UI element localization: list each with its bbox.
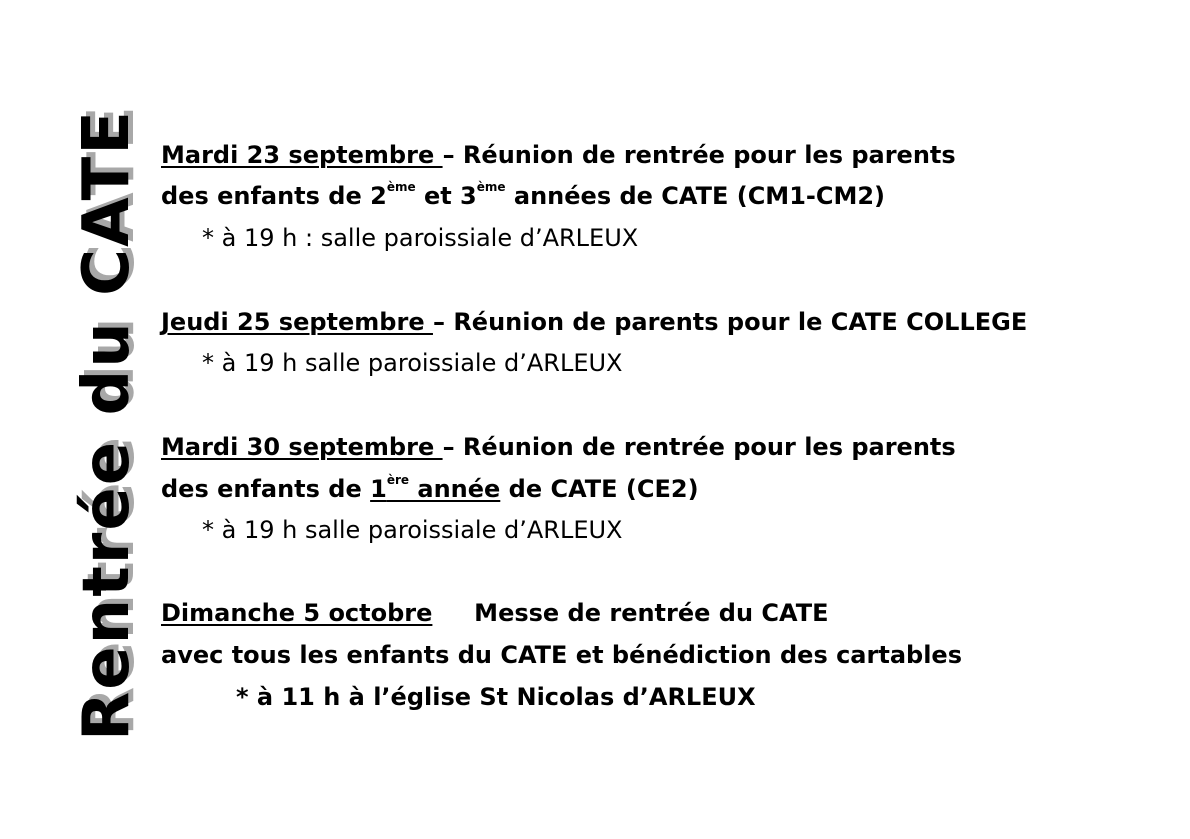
event-4-date: Dimanche 5 octobre bbox=[161, 599, 433, 627]
event-3-line-2-c: de CATE (CE2) bbox=[500, 475, 699, 503]
event-1-date: Mardi 23 septembre bbox=[161, 141, 443, 169]
event-3-line-2 bbox=[161, 474, 699, 504]
event-1-line-1 bbox=[161, 140, 956, 170]
event-1-sup-1: ème bbox=[386, 180, 416, 194]
event-1-heading: – Réunion de rentrée pour les parents bbox=[442, 141, 956, 169]
event-2-detail: * à 19 h salle paroissiale d’ARLEUX bbox=[202, 349, 623, 377]
event-3-annee: année bbox=[409, 475, 501, 503]
event-3-line-1 bbox=[161, 432, 956, 462]
event-4-heading: Messe de rentrée du CATE bbox=[432, 599, 829, 627]
event-4-detail: * à 11 h à l’église St Nicolas d’ARLEUX bbox=[236, 683, 756, 711]
event-1-detail: * à 19 h : salle paroissiale d’ARLEUX bbox=[202, 224, 639, 252]
event-4-line-2: avec tous les enfants du CATE et bénédiction des cartables bbox=[161, 641, 962, 669]
event-3-heading: – Réunion de rentrée pour les parents bbox=[442, 433, 956, 461]
vertical-title: Rentrée du CATE bbox=[70, 108, 144, 742]
event-2-line-1 bbox=[161, 307, 1027, 337]
event-1-sup-2: ème bbox=[476, 180, 506, 194]
event-3-num: 1 bbox=[370, 475, 387, 503]
event-2-heading: – Réunion de parents pour le CATE COLLEGE bbox=[432, 308, 1028, 336]
event-2-date: Jeudi 25 septembre bbox=[161, 308, 433, 336]
event-1-line-2-b: et 3 bbox=[415, 182, 477, 210]
event-3-sup: ère bbox=[386, 473, 410, 487]
event-4-line-1 bbox=[161, 598, 829, 628]
event-3-line-2-a: des enfants de bbox=[161, 475, 371, 503]
event-1-line-2-a: des enfants de 2 bbox=[161, 182, 387, 210]
event-3-first-year bbox=[370, 475, 500, 503]
event-1-line-2 bbox=[161, 181, 885, 211]
event-3-detail: * à 19 h salle paroissiale d’ARLEUX bbox=[202, 516, 623, 544]
event-1-line-2-c: années de CATE (CM1-CM2) bbox=[505, 182, 886, 210]
event-3-date: Mardi 30 septembre bbox=[161, 433, 443, 461]
